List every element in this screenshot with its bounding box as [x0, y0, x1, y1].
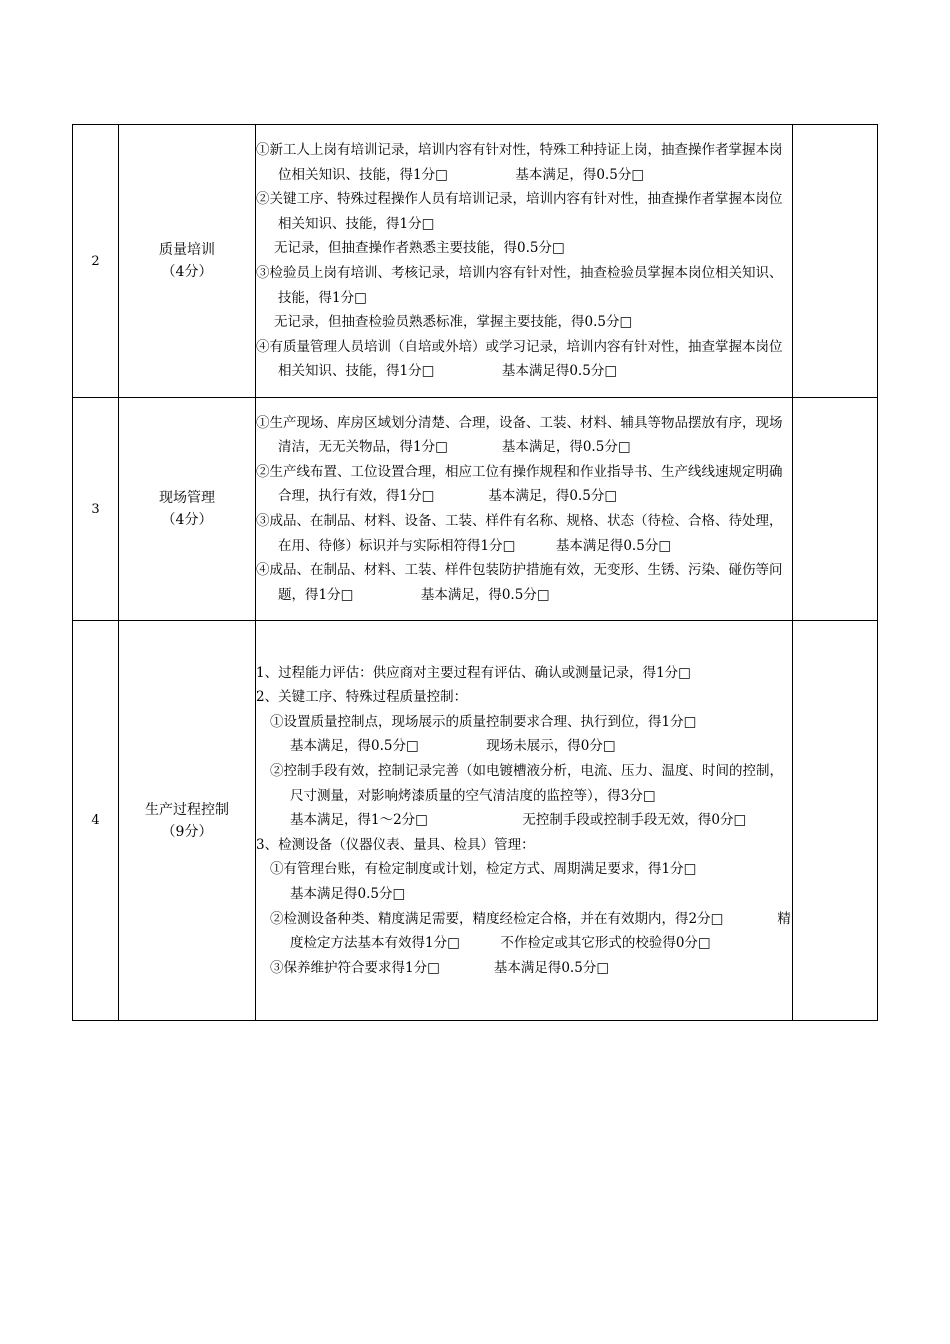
criteria-line: ④有质量管理人员培训（自培或外培）或学习记录，培训内容有针对性，抽查掌握本岗位相关知识、技能，得1分□ 基本满足得0.5分□: [256, 338, 783, 380]
criteria-line: 无记录，但抽查检验员熟悉标准，掌握主要技能，得0.5分□: [274, 314, 633, 331]
item-name: 生产过程控制: [145, 801, 229, 818]
criteria-line: ④成品、在制品、材料、工装、样件包装防护措施有效，无变形、生锈、污染、碰伤等问题，得1分□ 基本满足，得0.5分□: [256, 562, 783, 603]
criteria-line: 3、检测设备（仪器仪表、量具、检具）管理：: [256, 836, 535, 853]
criteria-line: ①新工人上岗有培训记录，培训内容有针对性，特殊工种持证上岗，抽查操作者掌握本岗位相关知识、技能，得1分□ 基本满足，得0.5分□: [256, 142, 783, 183]
criteria-line: 基本满足，得0.5分□ 现场未展示，得0分□: [290, 738, 616, 755]
criteria-cell: [256, 621, 793, 1021]
criteria-line: 基本满足得0.5分□: [290, 885, 406, 902]
criteria-line: ②控制手段有效，控制记录完善（如电镀槽液分析，电流、压力、温度、时间的控制，尺寸测量，对影响烤漆质量的空气清洁度的监控等），得3分□: [270, 763, 783, 804]
criteria-line: ③保养维护符合要求得1分□ 基本满足得0.5分□: [270, 959, 610, 976]
criteria-line: 基本满足，得1～2分□ 无控制手段或控制手段无效，得0分□: [290, 812, 747, 829]
item-points: （4分）: [161, 512, 213, 528]
score-cell[interactable]: [793, 125, 878, 398]
item-points: （4分）: [161, 264, 213, 280]
criteria-line: ②关键工序、特殊过程操作人员有培训记录，培训内容有针对性，抽查操作者掌握本岗位相关知识、技能，得1分□: [256, 191, 783, 232]
item-name: 质量培训: [159, 242, 215, 258]
score-cell[interactable]: [793, 621, 878, 1021]
table-row: [73, 125, 878, 398]
criteria-cell: [256, 398, 793, 621]
criteria-line: 2、关键工序、特殊过程质量控制：: [256, 689, 468, 706]
item-cell: [119, 621, 256, 1021]
criteria-line: ①生产现场、库房区域划分清楚、合理，设备、工装、材料、辅具等物品摆放有序，现场清洁，无无关物品，得1分□ 基本满足，得0.5分□: [256, 414, 783, 456]
criteria-line: ②检测设备种类、精度满足需要，精度经检定合格，并在有效期内，得2分□ 精度检定方法基本有效得1分□ 不作检定或其它形式的校验得0分□: [270, 910, 791, 952]
criteria-line: ③检验员上岗有培训、考核记录，培训内容有针对性，抽查检验员掌握本岗位相关知识、技能，得1分□: [256, 265, 783, 306]
criteria-cell: [256, 125, 793, 398]
criteria-line: 无记录，但抽查操作者熟悉主要技能，得0.5分□: [274, 240, 565, 257]
table-row: [73, 621, 878, 1021]
item-cell: [119, 398, 256, 621]
criteria-line: ③成品、在制品、材料、设备、工装、样件有名称、规格、状态（待检、合格、待处理，在用、待修）标识并与实际相符得1分□ 基本满足得0.5分□: [256, 513, 783, 554]
criteria-line: ①有管理台账，有检定制度或计划，检定方式、周期满足要求，得1分□: [270, 861, 697, 878]
item-name: 现场管理: [159, 490, 215, 506]
row-number: 2: [73, 125, 119, 398]
criteria-line: 1、过程能力评估：供应商对主要过程有评估、确认或测量记录，得1分□: [256, 664, 691, 681]
item-points: （9分）: [161, 823, 213, 840]
evaluation-table: [72, 124, 878, 1021]
criteria-line: ②生产线布置、工位设置合理，相应工位有操作规程和作业指导书、生产线线速规定明确合理，执行有效，得1分□ 基本满足，得0.5分□: [256, 463, 783, 505]
row-number: 3: [73, 398, 119, 621]
row-number: 4: [73, 621, 119, 1021]
item-cell: [119, 125, 256, 398]
score-cell[interactable]: [793, 398, 878, 621]
table-row: [73, 398, 878, 621]
criteria-line: ①设置质量控制点，现场展示的质量控制要求合理、执行到位，得1分□: [270, 713, 697, 730]
